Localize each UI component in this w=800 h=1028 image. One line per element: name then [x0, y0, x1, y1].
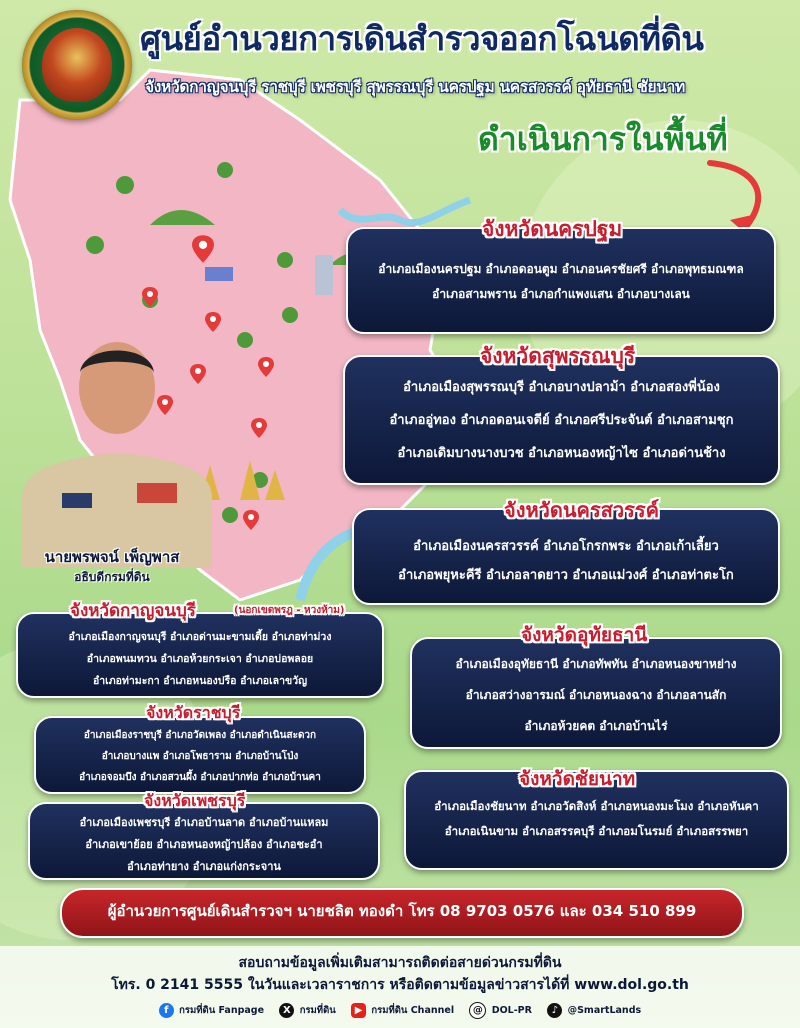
province-title-uthaithani: จังหวัดอุทัยธานี	[521, 624, 648, 646]
district-line: อำเภอจอมบึง อำเภอสวนผึ้ง อำเภอปากท่อ อำเภอบ้านคา	[79, 772, 321, 783]
district-line: อำเภอท่ายาง อำเภอแก่งกระจาน	[127, 860, 281, 873]
footer-contact-text: โทร. 0 2141 5555 ในวันและเวลาราชการ หรือติดตามข้อมูลข่าวสารได้ที่ www.dol.go.th	[111, 977, 689, 993]
district-line: อำเภอเขาย้อย อำเภอหนองหญ้าปล้อง อำเภอชะอำ	[85, 838, 323, 851]
footer	[0, 946, 800, 1028]
province-title-phetchaburi: จังหวัดเพชรบุรี	[144, 791, 246, 810]
social-label: DOL-PR	[491, 1005, 532, 1016]
social-threads[interactable]	[469, 1002, 532, 1019]
social-label: กรมที่ดิน Fanpage	[179, 1005, 265, 1016]
province-box-kanchanaburi	[16, 612, 384, 698]
social-label: @SmartLands	[567, 1005, 642, 1016]
province-box-suphanburi	[343, 355, 780, 485]
province-note-kanchanaburi: (นอกเขตพรฎ - หวงห้าม)	[234, 605, 345, 616]
district-line: อำเภอเดิมบางนางบวช อำเภอหนองหญ้าไซ อำเภอด่านช้าง	[397, 446, 726, 461]
social-tiktok[interactable]	[547, 1003, 641, 1018]
district-line: อำเภอเมืองสุพรรณบุรี อำเภอบางปลาม้า อำเภอสองพี่น้อง	[403, 380, 720, 395]
province-box-ratchaburi	[34, 716, 366, 794]
province-title-suphanburi: จังหวัดสุพรรณบุรี	[480, 344, 636, 368]
location-pin-icon	[192, 235, 214, 263]
director-role: อธิบดีกรมที่ดิน	[74, 570, 150, 584]
youtube-icon: ▶	[351, 1003, 366, 1018]
district-line: อำเภอเมืองราชบุรี อำเภอวัดเพลง อำเภอดำเนินสะดวก	[83, 730, 317, 741]
x-icon: X	[279, 1003, 294, 1018]
director-portrait	[12, 318, 222, 568]
facebook-icon: f	[159, 1003, 174, 1018]
district-line: อำเภอเมืองชัยนาท อำเภอวัดสิงห์ อำเภอหนองมะโมง อำเภอหันคา	[434, 799, 759, 813]
province-title-ratchaburi: จังหวัดราชบุรี	[146, 703, 241, 722]
operation-heading: ดำเนินการในพื้นที่	[478, 120, 728, 158]
district-line: อำเภอท่ามะกา อำเภอหนองปรือ อำเภอเลาขวัญ	[92, 675, 308, 687]
province-title-nakhonpathom: จังหวัดนครปฐม	[482, 217, 623, 241]
district-line: อำเภอพยุหะคีรี อำเภอลาดยาว อำเภอแม่วงศ์ อำเภอท่าตะโก	[398, 568, 734, 583]
district-line: อำเภอบางแพ อำเภอโพธาราม อำเภอบ้านโป่ง	[101, 751, 299, 762]
district-line: อำเภอสามพราน อำเภอกำแพงแสน อำเภอบางเลน	[432, 287, 690, 301]
province-title-chainat: จังหวัดชัยนาท	[519, 768, 636, 790]
social-x[interactable]	[279, 1003, 335, 1018]
province-box-uthaithani	[410, 637, 782, 749]
social-links	[0, 1002, 800, 1019]
district-line: อำเภอเมืองกาญจนบุรี อำเภอด่านมะขามเตี้ย อำเภอท่าม่วง	[68, 631, 332, 643]
district-line: อำเภออู่ทอง อำเภอดอนเจดีย์ อำเภอศรีประจันต์ อำเภอสามชุก	[389, 413, 734, 428]
location-pin-icon	[251, 418, 267, 438]
district-line: อำเภอเมืองนครสวรรค์ อำเภอโกรกพระ อำเภอเก้าเลี้ยว	[413, 539, 719, 554]
district-line: อำเภอสว่างอารมณ์ อำเภอหนองฉาง อำเภอลานสัก	[465, 688, 727, 702]
district-line: อำเภอพนมทวน อำเภอห้วยกระเจา อำเภอบ่อพลอย	[86, 653, 314, 665]
footer-hotline-text: สอบถามข้อมูลเพิ่มเติมสามารถติดต่อสายด่วนกรมที่ดิน	[238, 955, 562, 971]
contact-banner: ผู้อำนวยการศูนย์เดินสำรวจฯ นายชลิต ทองดำ โทร 08 9703 0576 และ 034 510 899	[60, 888, 744, 938]
department-seal-logo	[22, 10, 132, 120]
threads-icon: @	[469, 1002, 486, 1019]
location-pin-icon	[142, 287, 158, 307]
district-line: อำเภอเนินขาม อำเภอสรรคบุรี อำเภอมโนรมย์ อำเภอสรรพยา	[444, 824, 749, 838]
district-line: อำเภอเมืองอุทัยธานี อำเภอทัพทัน อำเภอหนองขาหย่าง	[455, 657, 737, 671]
social-facebook[interactable]	[159, 1003, 264, 1018]
tiktok-icon: ♪	[547, 1003, 562, 1018]
page-subtitle: จังหวัดกาญจนบุรี ราชบุรี เพชรบุรี สุพรรณบุรี นครปฐม นครสวรรค์ อุทัยธานี ชัยนาท	[145, 78, 685, 96]
district-line: อำเภอเมืองเพชรบุรี อำเภอบ้านลาด อำเภอบ้านแหลม	[79, 816, 329, 829]
social-youtube[interactable]	[351, 1003, 454, 1018]
district-line: อำเภอห้วยคต อำเภอบ้านไร่	[524, 719, 668, 733]
director-name: นายพรพจน์ เพ็ญพาส	[44, 548, 180, 566]
social-label: กรมที่ดิน Channel	[371, 1005, 455, 1016]
district-line: อำเภอเมืองนครปฐม อำเภอดอนตูม อำเภอนครชัยศรี อำเภอพุทธมณฑล	[378, 262, 744, 276]
province-title-kanchanaburi: จังหวัดกาญจนบุรี	[70, 601, 196, 621]
province-title-nakhonsawan: จังหวัดนครสวรรค์	[504, 498, 659, 522]
page-title: ศูนย์อำนวยการเดินสำรวจออกโฉนดที่ดิน	[140, 19, 704, 58]
location-pin-icon	[243, 510, 259, 530]
location-pin-icon	[258, 357, 274, 377]
social-label: กรมที่ดิน	[299, 1005, 336, 1016]
